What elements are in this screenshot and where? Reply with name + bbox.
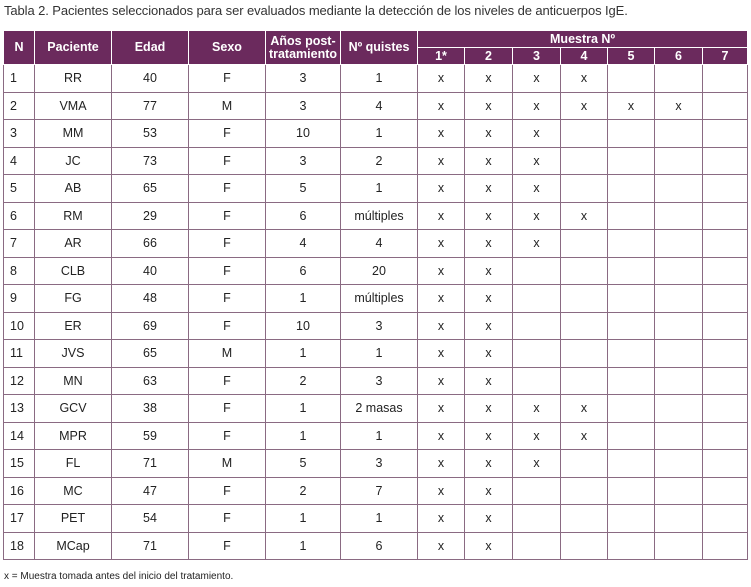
cell-sample-2: x — [465, 312, 513, 340]
cell-sample-3 — [513, 257, 561, 285]
cell-sexo: F — [189, 120, 266, 148]
cell-sample-3 — [513, 312, 561, 340]
header-sexo: Sexo — [189, 31, 266, 65]
cell-sample-4 — [561, 175, 608, 203]
cell-sample-4 — [561, 257, 608, 285]
cell-paciente: CLB — [35, 257, 112, 285]
cell-edad: 29 — [112, 202, 189, 230]
cell-sample-5 — [608, 312, 655, 340]
table-row — [4, 532, 748, 560]
cell-n: 9 — [4, 285, 35, 313]
cell-sample-3 — [513, 340, 561, 368]
cell-sample-5 — [608, 505, 655, 533]
cell-sample-6 — [655, 532, 703, 560]
cell-sample-7 — [703, 450, 748, 478]
cell-sample-1: x — [418, 450, 465, 478]
cell-sexo: F — [189, 147, 266, 175]
cell-quistes: múltiples — [341, 202, 418, 230]
table-row — [4, 92, 748, 120]
cell-sample-5 — [608, 477, 655, 505]
cell-sample-7 — [703, 257, 748, 285]
cell-sample-5 — [608, 395, 655, 423]
cell-sexo: F — [189, 65, 266, 93]
cell-sample-2: x — [465, 202, 513, 230]
cell-sexo: F — [189, 395, 266, 423]
cell-sample-6 — [655, 312, 703, 340]
cell-sample-1: x — [418, 120, 465, 148]
cell-sample-6 — [655, 505, 703, 533]
cell-sample-4: x — [561, 202, 608, 230]
cell-quistes: 6 — [341, 532, 418, 560]
header-sample-7: 7 — [703, 48, 748, 65]
cell-sample-3 — [513, 532, 561, 560]
cell-edad: 59 — [112, 422, 189, 450]
cell-anos: 3 — [266, 65, 341, 93]
cell-sample-5 — [608, 340, 655, 368]
cell-sample-2: x — [465, 92, 513, 120]
cell-sample-2: x — [465, 257, 513, 285]
cell-paciente: MM — [35, 120, 112, 148]
cell-sexo: M — [189, 340, 266, 368]
cell-sample-5 — [608, 175, 655, 203]
header-sample-4: 4 — [561, 48, 608, 65]
cell-edad: 69 — [112, 312, 189, 340]
cell-sample-7 — [703, 505, 748, 533]
cell-sample-4 — [561, 367, 608, 395]
cell-sample-2: x — [465, 450, 513, 478]
cell-n: 13 — [4, 395, 35, 423]
cell-quistes: 1 — [341, 505, 418, 533]
header-sample-6: 6 — [655, 48, 703, 65]
table-caption: Tabla 2. Pacientes seleccionados para ser evaluados mediante la detección de los niveles de anticuerpos IgE. — [4, 3, 628, 18]
cell-sample-4 — [561, 285, 608, 313]
cell-sample-5: x — [608, 92, 655, 120]
cell-sample-2: x — [465, 340, 513, 368]
cell-sample-4: x — [561, 422, 608, 450]
cell-anos: 6 — [266, 257, 341, 285]
cell-quistes: 4 — [341, 230, 418, 258]
cell-sample-5 — [608, 367, 655, 395]
cell-edad: 65 — [112, 340, 189, 368]
table-row — [4, 175, 748, 203]
cell-quistes: 3 — [341, 312, 418, 340]
cell-sample-2: x — [465, 532, 513, 560]
cell-sample-1: x — [418, 285, 465, 313]
cell-sample-6 — [655, 367, 703, 395]
cell-sample-2: x — [465, 120, 513, 148]
cell-sample-7 — [703, 367, 748, 395]
cell-quistes: 1 — [341, 422, 418, 450]
header-sample-1: 1* — [418, 48, 465, 65]
cell-edad: 53 — [112, 120, 189, 148]
cell-sample-2: x — [465, 422, 513, 450]
cell-n: 8 — [4, 257, 35, 285]
cell-n: 15 — [4, 450, 35, 478]
cell-sample-7 — [703, 230, 748, 258]
table-row — [4, 477, 748, 505]
cell-n: 4 — [4, 147, 35, 175]
cell-paciente: MN — [35, 367, 112, 395]
cell-edad: 40 — [112, 65, 189, 93]
cell-quistes: 2 masas — [341, 395, 418, 423]
cell-sample-1: x — [418, 257, 465, 285]
cell-sample-5 — [608, 450, 655, 478]
cell-sexo: F — [189, 477, 266, 505]
table-row — [4, 202, 748, 230]
cell-sample-7 — [703, 175, 748, 203]
table-row — [4, 340, 748, 368]
cell-anos: 6 — [266, 202, 341, 230]
cell-sample-5 — [608, 257, 655, 285]
cell-edad: 65 — [112, 175, 189, 203]
cell-anos: 2 — [266, 367, 341, 395]
cell-edad: 77 — [112, 92, 189, 120]
cell-edad: 40 — [112, 257, 189, 285]
table-row — [4, 230, 748, 258]
cell-sample-1: x — [418, 340, 465, 368]
header-sample-5: 5 — [608, 48, 655, 65]
cell-edad: 71 — [112, 532, 189, 560]
cell-sample-2: x — [465, 230, 513, 258]
cell-sample-1: x — [418, 147, 465, 175]
cell-paciente: MCap — [35, 532, 112, 560]
cell-sample-7 — [703, 312, 748, 340]
cell-n: 2 — [4, 92, 35, 120]
cell-sample-7 — [703, 65, 748, 93]
cell-sample-1: x — [418, 175, 465, 203]
cell-sample-3: x — [513, 65, 561, 93]
cell-n: 14 — [4, 422, 35, 450]
header-sample-3: 3 — [513, 48, 561, 65]
cell-sample-7 — [703, 340, 748, 368]
cell-sample-2: x — [465, 147, 513, 175]
cell-paciente: PET — [35, 505, 112, 533]
cell-paciente: FL — [35, 450, 112, 478]
cell-anos: 1 — [266, 532, 341, 560]
cell-sexo: F — [189, 230, 266, 258]
cell-edad: 54 — [112, 505, 189, 533]
cell-sample-2: x — [465, 65, 513, 93]
cell-sexo: F — [189, 202, 266, 230]
cell-sample-6: x — [655, 92, 703, 120]
cell-sample-6 — [655, 147, 703, 175]
table-footnote: x = Muestra tomada antes del inicio del tratamiento. — [4, 571, 234, 582]
cell-quistes: 1 — [341, 120, 418, 148]
cell-sample-5 — [608, 202, 655, 230]
header-muestra: Muestra Nº — [418, 31, 748, 48]
header-quistes: Nº quistes — [341, 31, 418, 65]
cell-sample-6 — [655, 395, 703, 423]
cell-sample-3: x — [513, 147, 561, 175]
cell-paciente: ER — [35, 312, 112, 340]
cell-n: 16 — [4, 477, 35, 505]
header-edad: Edad — [112, 31, 189, 65]
cell-sample-2: x — [465, 285, 513, 313]
cell-edad: 47 — [112, 477, 189, 505]
cell-sexo: F — [189, 367, 266, 395]
header-sample-2: 2 — [465, 48, 513, 65]
cell-sample-4 — [561, 147, 608, 175]
cell-sample-6 — [655, 230, 703, 258]
table-row — [4, 312, 748, 340]
cell-n: 11 — [4, 340, 35, 368]
header-anos-post-tratamiento — [266, 31, 341, 65]
cell-sample-1: x — [418, 422, 465, 450]
table-row — [4, 422, 748, 450]
cell-sample-7 — [703, 120, 748, 148]
cell-sample-6 — [655, 257, 703, 285]
cell-quistes: 4 — [341, 92, 418, 120]
table-row — [4, 120, 748, 148]
table-header — [4, 31, 748, 65]
cell-quistes: 20 — [341, 257, 418, 285]
table-row — [4, 147, 748, 175]
cell-anos: 10 — [266, 120, 341, 148]
cell-edad: 73 — [112, 147, 189, 175]
cell-sample-3 — [513, 285, 561, 313]
cell-paciente: AB — [35, 175, 112, 203]
cell-sample-5 — [608, 120, 655, 148]
table-row — [4, 65, 748, 93]
cell-sample-4 — [561, 450, 608, 478]
cell-n: 18 — [4, 532, 35, 560]
header-anos-line1: Años post- — [270, 33, 336, 48]
cell-sample-6 — [655, 120, 703, 148]
cell-sample-3: x — [513, 450, 561, 478]
cell-quistes: 7 — [341, 477, 418, 505]
cell-sample-3: x — [513, 395, 561, 423]
cell-anos: 1 — [266, 395, 341, 423]
cell-sample-3: x — [513, 202, 561, 230]
cell-sexo: M — [189, 92, 266, 120]
cell-sample-3: x — [513, 422, 561, 450]
cell-sample-3 — [513, 505, 561, 533]
cell-sexo: F — [189, 175, 266, 203]
cell-paciente: FG — [35, 285, 112, 313]
cell-quistes: 3 — [341, 450, 418, 478]
cell-sample-1: x — [418, 367, 465, 395]
cell-sample-4 — [561, 340, 608, 368]
cell-paciente: MC — [35, 477, 112, 505]
cell-sexo: F — [189, 422, 266, 450]
cell-edad: 38 — [112, 395, 189, 423]
cell-sample-6 — [655, 450, 703, 478]
cell-sample-3: x — [513, 120, 561, 148]
cell-quistes: múltiples — [341, 285, 418, 313]
cell-paciente: RR — [35, 65, 112, 93]
cell-sample-3: x — [513, 230, 561, 258]
cell-anos: 5 — [266, 175, 341, 203]
cell-paciente: VMA — [35, 92, 112, 120]
cell-sample-3 — [513, 477, 561, 505]
cell-sample-7 — [703, 422, 748, 450]
cell-sample-5 — [608, 230, 655, 258]
header-n: N — [4, 31, 35, 65]
cell-sample-7 — [703, 395, 748, 423]
cell-sample-4: x — [561, 395, 608, 423]
table-row — [4, 285, 748, 313]
cell-edad: 48 — [112, 285, 189, 313]
cell-quistes: 2 — [341, 147, 418, 175]
cell-n: 12 — [4, 367, 35, 395]
cell-anos: 3 — [266, 92, 341, 120]
cell-sample-6 — [655, 175, 703, 203]
cell-sample-4: x — [561, 65, 608, 93]
cell-paciente: AR — [35, 230, 112, 258]
cell-n: 5 — [4, 175, 35, 203]
cell-sample-1: x — [418, 92, 465, 120]
cell-sample-5 — [608, 147, 655, 175]
cell-sample-6 — [655, 202, 703, 230]
cell-sample-7 — [703, 202, 748, 230]
cell-sample-1: x — [418, 65, 465, 93]
cell-anos: 1 — [266, 422, 341, 450]
cell-sample-4 — [561, 505, 608, 533]
cell-sample-4: x — [561, 92, 608, 120]
table-row — [4, 367, 748, 395]
cell-paciente: GCV — [35, 395, 112, 423]
cell-sample-3 — [513, 367, 561, 395]
cell-n: 6 — [4, 202, 35, 230]
cell-sample-7 — [703, 477, 748, 505]
cell-paciente: JVS — [35, 340, 112, 368]
cell-anos: 2 — [266, 477, 341, 505]
patients-table — [3, 30, 748, 560]
cell-sample-2: x — [465, 175, 513, 203]
cell-sample-6 — [655, 65, 703, 93]
cell-n: 3 — [4, 120, 35, 148]
cell-sample-4 — [561, 230, 608, 258]
cell-edad: 63 — [112, 367, 189, 395]
cell-sample-4 — [561, 477, 608, 505]
header-anos-line2: tratamiento — [268, 46, 338, 61]
cell-sample-1: x — [418, 505, 465, 533]
cell-sexo: F — [189, 285, 266, 313]
cell-sexo: M — [189, 450, 266, 478]
cell-anos: 1 — [266, 505, 341, 533]
cell-paciente: MPR — [35, 422, 112, 450]
cell-sample-2: x — [465, 367, 513, 395]
cell-edad: 66 — [112, 230, 189, 258]
cell-sample-5 — [608, 65, 655, 93]
cell-sample-6 — [655, 422, 703, 450]
cell-sexo: F — [189, 312, 266, 340]
table-row — [4, 395, 748, 423]
cell-quistes: 3 — [341, 367, 418, 395]
cell-sample-2: x — [465, 505, 513, 533]
cell-sample-3: x — [513, 92, 561, 120]
cell-sample-7 — [703, 147, 748, 175]
cell-quistes: 1 — [341, 175, 418, 203]
cell-sample-5 — [608, 422, 655, 450]
cell-quistes: 1 — [341, 340, 418, 368]
cell-sample-1: x — [418, 477, 465, 505]
cell-n: 17 — [4, 505, 35, 533]
header-paciente: Paciente — [35, 31, 112, 65]
cell-sample-1: x — [418, 202, 465, 230]
cell-sexo: F — [189, 257, 266, 285]
cell-sample-7 — [703, 92, 748, 120]
cell-paciente: RM — [35, 202, 112, 230]
cell-anos: 1 — [266, 285, 341, 313]
cell-sample-6 — [655, 285, 703, 313]
cell-sample-4 — [561, 532, 608, 560]
cell-sample-2: x — [465, 477, 513, 505]
cell-n: 7 — [4, 230, 35, 258]
cell-sample-1: x — [418, 230, 465, 258]
cell-sample-5 — [608, 532, 655, 560]
cell-sample-7 — [703, 285, 748, 313]
cell-sample-6 — [655, 340, 703, 368]
cell-anos: 10 — [266, 312, 341, 340]
cell-anos: 3 — [266, 147, 341, 175]
table-row — [4, 450, 748, 478]
cell-sample-7 — [703, 532, 748, 560]
table-body — [4, 65, 748, 560]
cell-sample-6 — [655, 477, 703, 505]
cell-sexo: F — [189, 532, 266, 560]
cell-sample-1: x — [418, 312, 465, 340]
cell-anos: 4 — [266, 230, 341, 258]
cell-sample-4 — [561, 312, 608, 340]
table-row — [4, 257, 748, 285]
cell-sample-1: x — [418, 395, 465, 423]
cell-sample-5 — [608, 285, 655, 313]
cell-anos: 5 — [266, 450, 341, 478]
cell-edad: 71 — [112, 450, 189, 478]
cell-sample-4 — [561, 120, 608, 148]
cell-sample-1: x — [418, 532, 465, 560]
cell-paciente: JC — [35, 147, 112, 175]
cell-sample-3: x — [513, 175, 561, 203]
cell-sexo: F — [189, 505, 266, 533]
cell-n: 1 — [4, 65, 35, 93]
cell-quistes: 1 — [341, 65, 418, 93]
cell-sample-2: x — [465, 395, 513, 423]
table-row — [4, 505, 748, 533]
cell-n: 10 — [4, 312, 35, 340]
cell-anos: 1 — [266, 340, 341, 368]
